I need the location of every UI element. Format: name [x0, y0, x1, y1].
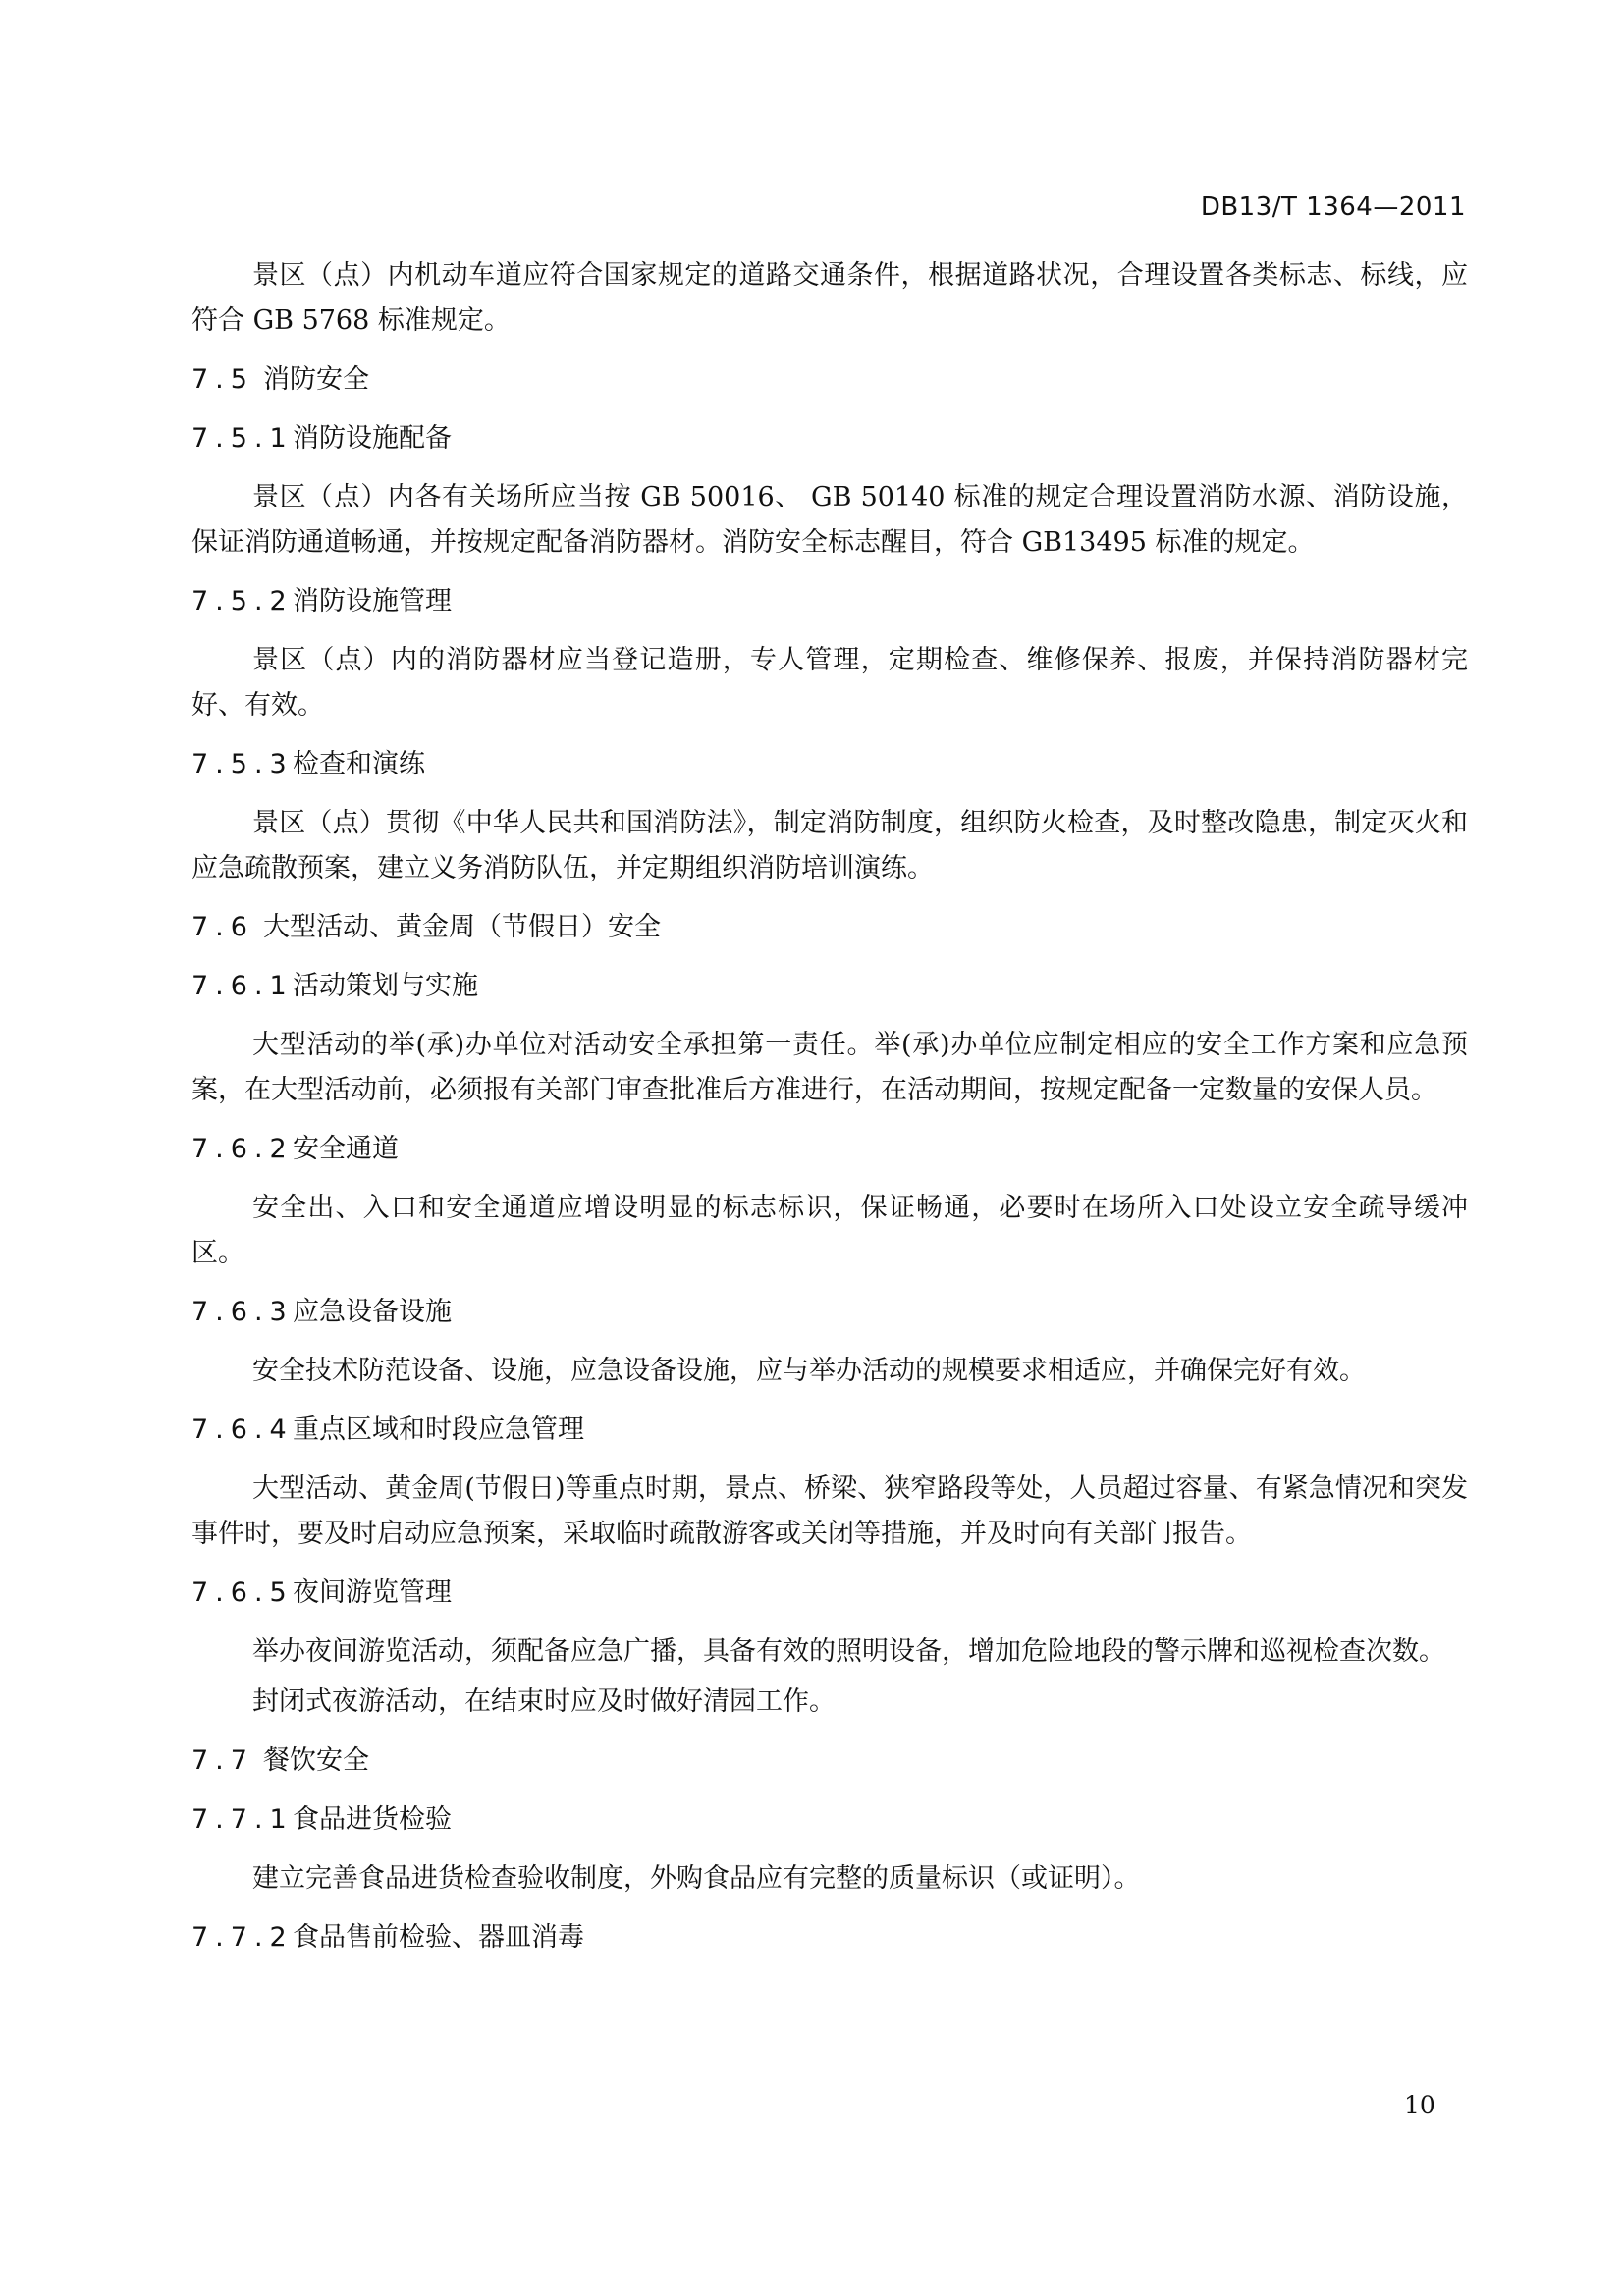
paragraph: 大型活动、黄金周(节假日)等重点时期，景点、桥梁、狭窄路段等处，人员超过容量、有紧急情况和突发事件时，要及时启动应急预案，采取临时疏散游客或关闭等措施，并及时向有关部门报告。 [191, 1473, 1468, 1549]
heading-title: 食品售前检验、器皿消毒 [293, 1922, 584, 1952]
heading-title: 重点区域和时段应急管理 [293, 1415, 584, 1445]
page-number: 10 [1404, 2091, 1435, 2119]
heading-title: 夜间游览管理 [293, 1577, 452, 1608]
heading-number: 7.5.2 [191, 586, 294, 616]
heading-number: 7.5.1 [191, 423, 294, 454]
heading-title: 大型活动、黄金周（节假日）安全 [263, 912, 661, 942]
heading-title: 食品进货检验 [293, 1804, 452, 1835]
heading-title: 消防安全 [263, 364, 369, 395]
section-heading [191, 1738, 1468, 1784]
paragraph: 安全技术防范设备、设施，应急设备设施，应与举办活动的规模要求相适应，并确保完好有效。 [252, 1356, 1366, 1386]
heading-number: 7.6.2 [191, 1134, 294, 1164]
heading-title: 检查和演练 [293, 749, 425, 779]
heading-title: 餐饮安全 [263, 1745, 369, 1776]
paragraph: 景区（点）内各有关场所应当按 GB 50016、 GB 50140 标准的规定合理设置消防水源、消防设施，保证消防通道畅通，并按规定配备消防器材。消防安全标志醒目，符合 GB13495 标准的规定。 [191, 482, 1468, 558]
heading-number: 7.6.4 [191, 1415, 294, 1445]
document-code: DB13/T 1364—2011 [1200, 192, 1466, 222]
subsection-heading [191, 742, 1468, 787]
subsection-heading [191, 579, 1468, 624]
paragraph: 建立完善食品进货检查验收制度，外购食品应有完整的质量标识（或证明）。 [252, 1863, 1141, 1894]
heading-number: 7.6 [191, 912, 254, 942]
subsection-heading [191, 1797, 1468, 1842]
heading-title: 活动策划与实施 [293, 971, 478, 1001]
paragraph: 安全出、入口和安全通道应增设明显的标志标识，保证畅通，必要时在场所入口处设立安全疏导缓冲区。 [191, 1193, 1468, 1268]
subsection-heading [191, 964, 1468, 1009]
paragraph: 景区（点）内的消防器材应当登记造册，专人管理，定期检查、维修保养、报废，并保持消防器材完好、有效。 [191, 645, 1468, 721]
heading-title: 安全通道 [293, 1134, 399, 1164]
heading-number: 7.5.3 [191, 749, 294, 779]
section-heading [191, 357, 1468, 402]
subsection-heading [191, 1915, 1468, 1960]
heading-number: 7.5 [191, 364, 254, 395]
paragraph: 景区（点）贯彻《中华人民共和国消防法》，制定消防制度，组织防火检查，及时整改隐患，制定灭火和应急疏散预案，建立义务消防队伍，并定期组织消防培训演练。 [191, 808, 1468, 883]
subsection-heading [191, 1408, 1468, 1453]
document-body [191, 253, 1468, 1974]
heading-title: 消防设施配备 [293, 423, 452, 454]
heading-title: 消防设施管理 [293, 586, 452, 616]
paragraph: 举办夜间游览活动，须配备应急广播，具备有效的照明设备，增加危险地段的警示牌和巡视检查次数。 [252, 1636, 1445, 1667]
heading-number: 7.6.5 [191, 1577, 294, 1608]
heading-number: 7.7.2 [191, 1922, 294, 1952]
heading-number: 7.6.3 [191, 1297, 294, 1327]
subsection-heading [191, 1290, 1468, 1335]
subsection-heading [191, 1127, 1468, 1172]
paragraph: 景区（点）内机动车道应符合国家规定的道路交通条件，根据道路状况，合理设置各类标志、标线，应符合 GB 5768 标准规定。 [191, 260, 1468, 336]
subsection-heading [191, 416, 1468, 461]
heading-number: 7.6.1 [191, 971, 294, 1001]
heading-number: 7.7.1 [191, 1804, 294, 1835]
section-heading [191, 905, 1468, 950]
heading-number: 7.7 [191, 1745, 254, 1776]
heading-title: 应急设备设施 [293, 1297, 452, 1327]
subsection-heading [191, 1571, 1468, 1616]
paragraph: 封闭式夜游活动，在结束时应及时做好清园工作。 [252, 1686, 836, 1717]
paragraph: 大型活动的举(承)办单位对活动安全承担第一责任。举(承)办单位应制定相应的安全工作方案和应急预案，在大型活动前，必须报有关部门审查批准后方准进行，在活动期间，按规定配备一定数量的安保人员。 [191, 1030, 1468, 1105]
